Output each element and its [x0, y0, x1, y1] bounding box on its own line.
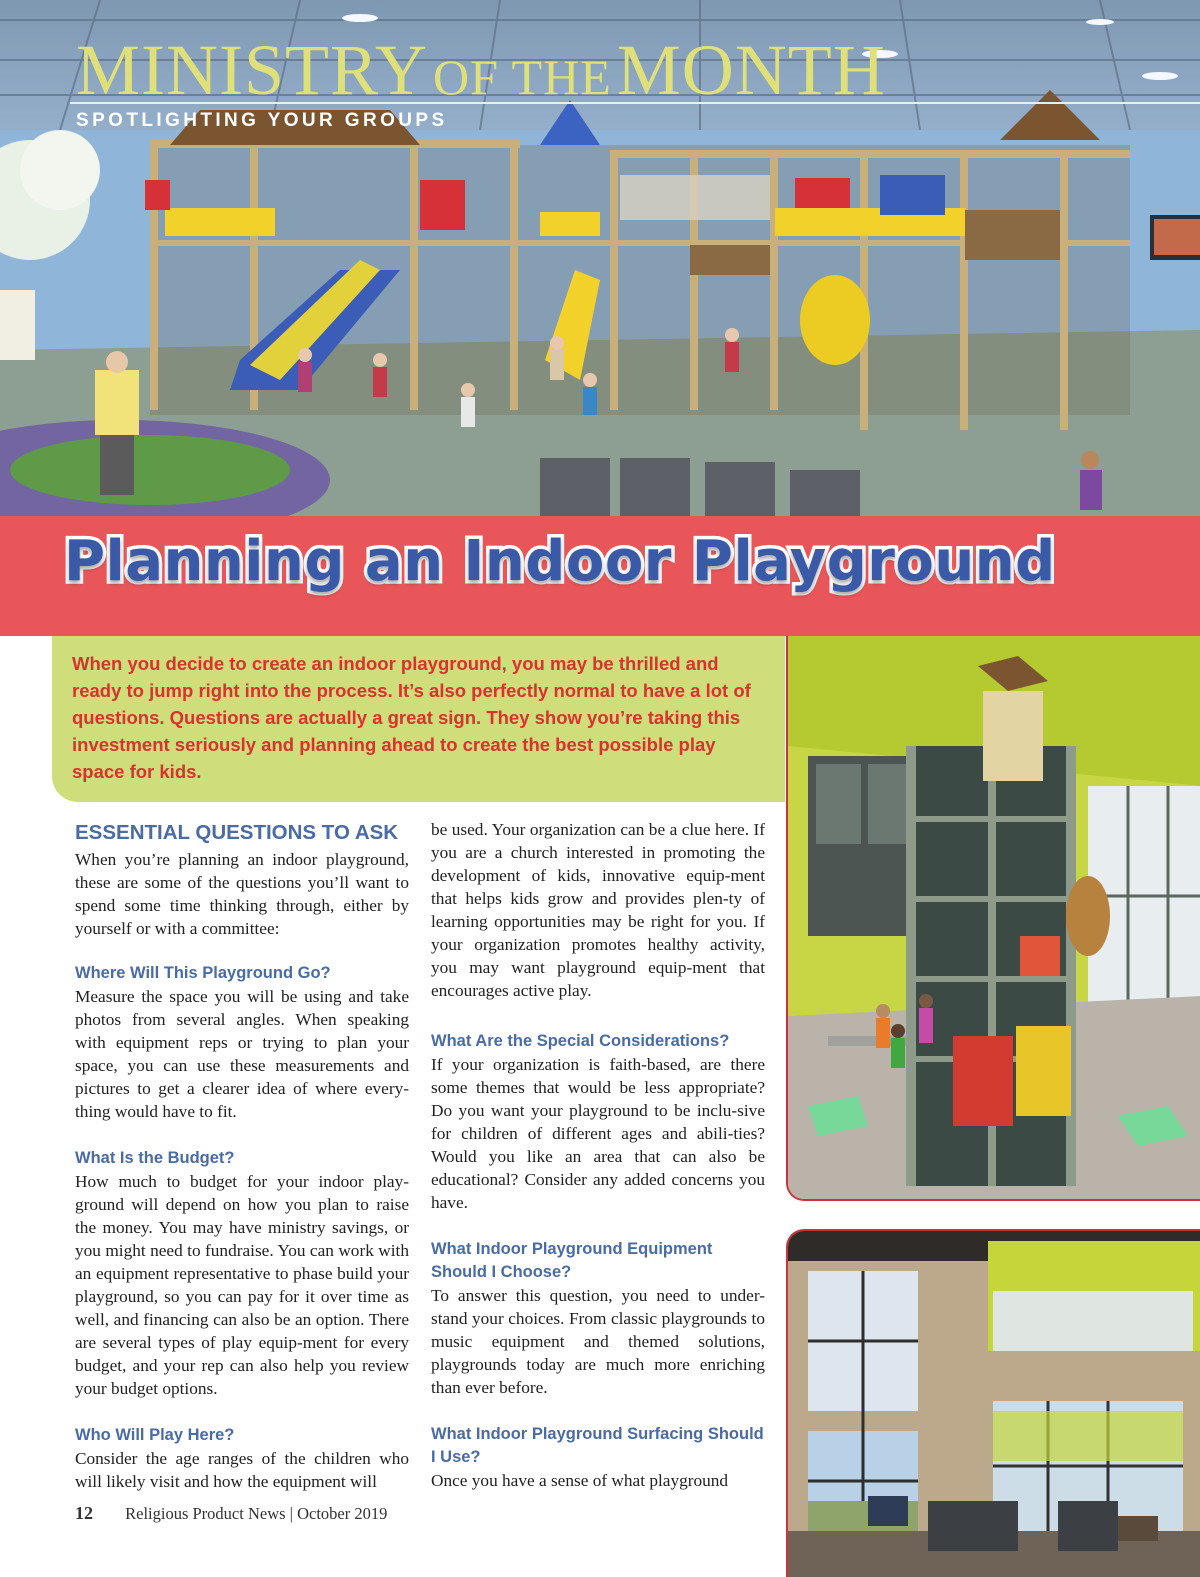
paragraph-special: If your organization is faith-based, are there some themes that would be less appropriate? Do you want your playground to be inclu-sive for children of different ages and abili-ties? Would you like an area that can also be educational? Consider any added concerns you have. [431, 1055, 765, 1212]
article-column-middle [431, 818, 765, 1492]
paragraph-budget: How much to budget for your indoor play-ground will depend on how you plan to raise the money. You may have ministry savings, or you might need to fundraise. You can work with an equipment representative to phase build your playground, so you can pay for it over time as well, and financing can also be an option. There are several types of play equip-ment for every budget, and your rep can also help you review your budget options. [75, 1172, 409, 1398]
paragraph-equipment: To answer this question, you need to under-stand your choices. From classic playgrounds to music equipment and themed solutions, playgrounds today are much more enriching than ever before. [431, 1286, 765, 1397]
tower-illustration [788, 636, 1200, 1199]
paragraph-surfacing: Once you have a sense of what playground [431, 1471, 729, 1490]
publication-info: Religious Product News | October 2019 [125, 1504, 388, 1523]
article-column-left [75, 818, 409, 1493]
photo-facility-lobby [786, 1229, 1200, 1577]
subhead-where: Where Will This Playground Go? [75, 964, 331, 982]
hero-photo-indoor-playground [0, 0, 1200, 516]
lobby-illustration [788, 1231, 1200, 1577]
section-title-word-1: MINISTRY [76, 30, 429, 110]
opening-paragraph: When you’re planning an indoor playground, these are some of the questions you’ll want to spend some time thinking through, either by yourself or with a committee: [75, 850, 409, 938]
subhead-special: What Are the Special Considerations? [431, 1032, 730, 1050]
section-title-word-2: OF THE [433, 49, 612, 105]
subhead-equipment: What Indoor Playground Equipment Should I Choose? [431, 1240, 713, 1281]
article-headline: Planning an Indoor Playground [64, 529, 1056, 594]
section-subtitle: SPOTLIGHTING YOUR GROUPS [76, 110, 448, 131]
section-title [76, 30, 886, 110]
page-footer [75, 1503, 387, 1524]
intro-paragraph: When you decide to create an indoor playground, you may be thrilled and ready to jump right into the process. It’s also perfectly normal to have a lot of questions. Questions are actually a great sign. They show you’re taking this investment seriously and planning ahead to create the best possible play space for kids. [72, 653, 751, 782]
paragraph-where: Measure the space you will be using and take photos from several angles. When speaking with equipment reps or trying to plan your space, you can use these measurements and pictures to get a clearer idea of where every-thing would have to fit. [75, 987, 409, 1121]
essential-questions-heading: ESSENTIAL QUESTIONS TO ASK [75, 821, 399, 844]
subhead-surfacing: What Indoor Playground Surfacing Should I Use? [431, 1425, 764, 1466]
photo-playground-tower [786, 636, 1200, 1201]
paragraph-who: Consider the age ranges of the children who will likely visit and how the equipment will [75, 1449, 409, 1491]
paragraph-continuation: be used. Your organization can be a clue here. If you are a church interested in promoting the development of kids, innovative equip-ment that helps kids grow and provides plen-ty of learning opportunities may be right for you. If your organization promotes healthy activity, you may want playground equip-ment that encourages active play. [431, 820, 765, 1000]
section-title-word-3: MONTH [616, 30, 886, 110]
subhead-who: Who Will Play Here? [75, 1426, 235, 1444]
page-number: 12 [75, 1503, 93, 1523]
subhead-budget: What Is the Budget? [75, 1149, 235, 1167]
